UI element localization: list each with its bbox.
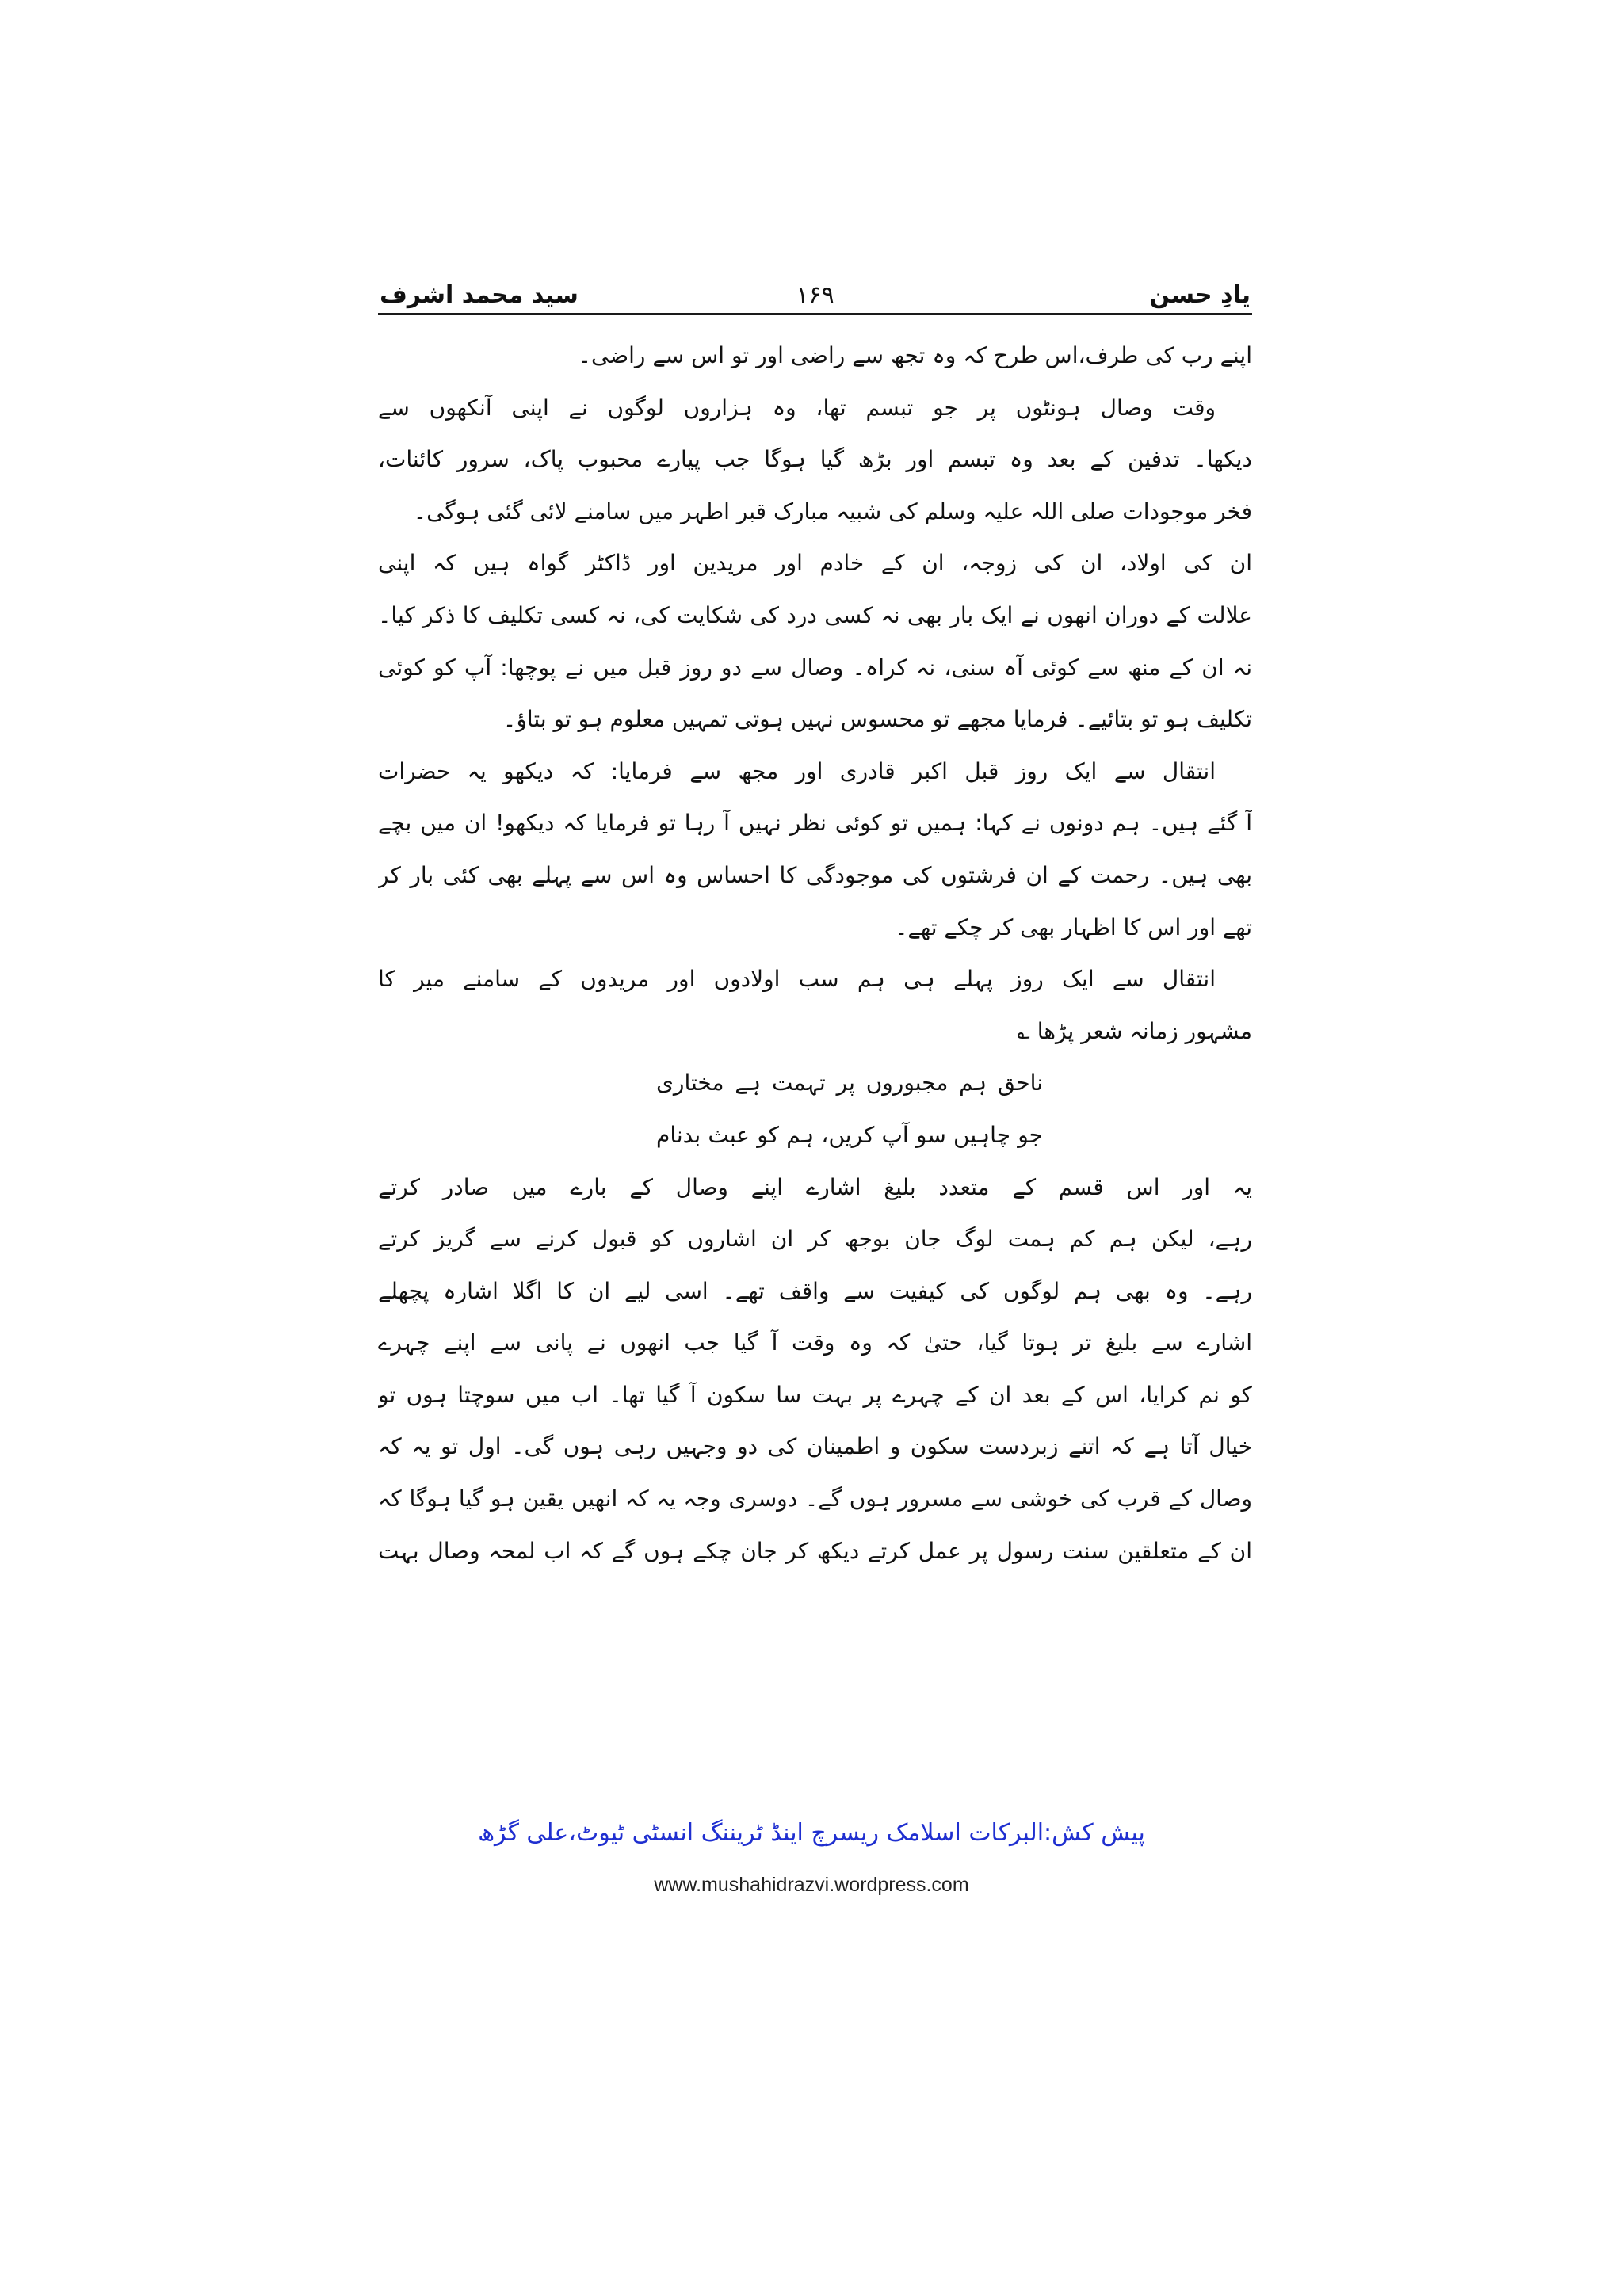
body-line: فخر موجودات صلی اللہ علیہ وسلم کی شبیہ مبارک قبر اطہر میں سامنے لائی گئی ہوگی۔ (413, 498, 1252, 524)
body-line: آ گئے ہیں۔ ہم دونوں نے کہا: ہمیں تو کوئی نظر نہیں آ رہا تو فرمایا کہ دیکھو! ان میں بچے (378, 810, 1252, 837)
verse-line: جو چاہیں سو آپ کریں، ہم کو عبث بدنام (656, 1121, 1043, 1148)
body-line: علالت کے دوران انھوں نے ایک بار بھی نہ کسی درد کی شکایت کی، نہ کسی تکلیف کا ذکر کیا۔ (378, 601, 1252, 628)
author-name: سید محمد اشرف (380, 281, 579, 309)
body-line: رہے، لیکن ہم کم ہمت لوگ جان بوجھ کر ان اشاروں کو قبول کرنے سے گریز کرتے (378, 1226, 1252, 1253)
body-line: خیال آتا ہے کہ اتنے زبردست سکون و اطمینان کی دو وجہیں رہی ہوں گی۔ اول تو یہ کہ (378, 1433, 1252, 1460)
body-line: اشارے سے بلیغ تر ہوتا گیا، حتیٰ کہ وہ وقت آ گیا جب انھوں نے پانی سے اپنے چہرے (378, 1329, 1252, 1356)
body-line: تھے اور اس کا اظہار بھی کر چکے تھے۔ (895, 913, 1252, 940)
body-line: انتقال سے ایک روز پہلے ہی ہم سب اولادوں اور مریدوں کے سامنے میر کا (378, 966, 1216, 993)
running-header (378, 273, 1252, 315)
body-line: ان کے متعلقین سنت رسول پر عمل کرتے دیکھ کر جان چکے ہوں گے کہ اب لمحہ وصال بہت (378, 1537, 1252, 1564)
body-line: انتقال سے ایک روز قبل اکبر قادری اور مجھ سے فرمایا: کہ دیکھو یہ حضرات (378, 757, 1216, 784)
body-line: اپنے رب کی طرف،اس طرح کہ وہ تجھ سے راضی اور تو اس سے راضی۔ (578, 342, 1252, 368)
body-line: ان کی اولاد، ان کی زوجہ، ان کے خادم اور مریدین اور ڈاکٹر گواہ ہیں کہ اپنی (378, 550, 1252, 577)
body-line: یہ اور اس قسم کے متعدد بلیغ اشارے اپنے وصال کے بارے میں صادر کرتے (378, 1173, 1252, 1200)
body-line: وصال کے قرب کی خوشی سے مسرور ہوں گے۔ دوسری وجہ یہ کہ انھیں یقین ہو گیا ہوگا کہ (378, 1486, 1252, 1512)
body-line: تکلیف ہو تو بتائیے۔ فرمایا مجھے تو محسوس نہیں ہوتی تمہیں معلوم ہو تو بتاؤ۔ (502, 706, 1252, 733)
text-block (378, 330, 1252, 1577)
page-number: ۱۶۹ (796, 281, 834, 309)
website-url: www.mushahidrazvi.wordpress.com (654, 1874, 969, 1896)
body-line: نہ ان کے منھ سے کوئی آہ سنی، نہ کراہ۔ وصال سے دو روز قبل میں نے پوچھا: آپ کو کوئی (378, 654, 1252, 681)
body-line: دیکھا۔ تدفین کے بعد وہ تبسم اور بڑھ گیا ہوگا جب پیارے محبوب پاک، سرور کائنات، (378, 446, 1252, 473)
body-line: وقت وصال ہونٹوں پر جو تبسم تھا، وہ ہزاروں لوگوں نے اپنی آنکھوں سے (378, 394, 1216, 421)
body-line: بھی ہیں۔ رحمت کے ان فرشتوں کی موجودگی کا احساس وہ اس سے پہلے بھی کئی بار کر (378, 861, 1252, 888)
body-line: مشہور زمانہ شعر پڑھا ؎ (1017, 1017, 1252, 1044)
verse-line: ناحق ہم مجبوروں پر تہمت ہے مختاری (656, 1070, 1043, 1097)
running-title: یادِ حسن (1149, 281, 1251, 309)
publisher-credit: پیش کش:البرکات اسلامک ریسرچ اینڈ ٹریننگ انسٹی ٹیوٹ،علی گڑھ (478, 1819, 1145, 1847)
body-line: رہے۔ وہ بھی ہم لوگوں کی کیفیت سے واقف تھے۔ اسی لیے ان کا اگلا اشارہ پچھلے (378, 1277, 1252, 1304)
body-line: کو نم کرایا، اس کے بعد ان کے چہرے پر بہت سا سکون آ گیا تھا۔ اب میں سوچتا ہوں تو (378, 1381, 1252, 1408)
